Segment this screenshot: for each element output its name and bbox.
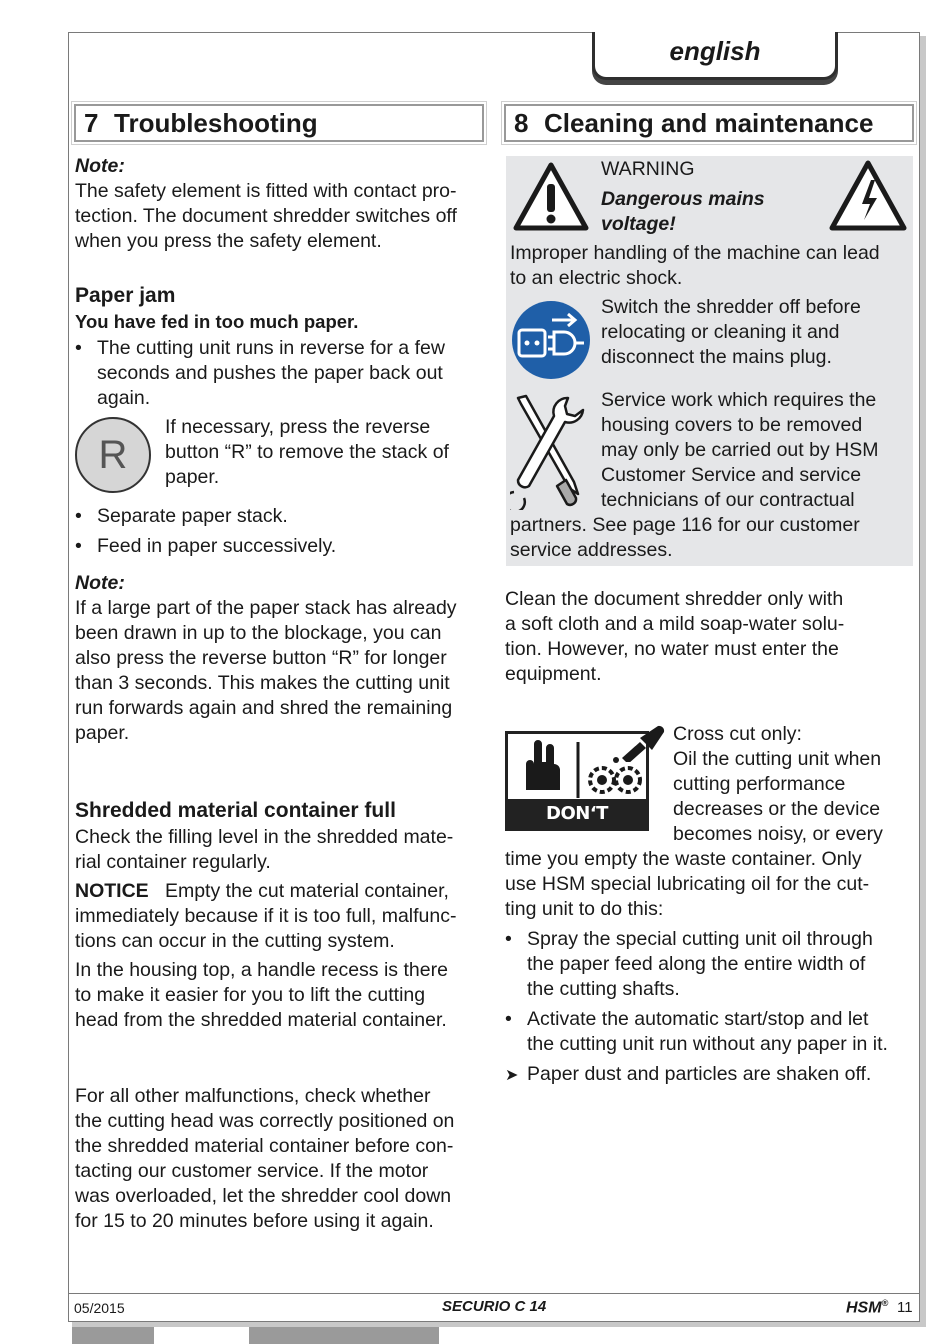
text-line: Improper handling of the machine can lead (510, 242, 880, 264)
text-line: decreases or the device (673, 798, 881, 820)
list-item (505, 1007, 920, 1057)
oil-steps (505, 927, 920, 1087)
text-line: Cross cut only: (673, 723, 802, 745)
text-line: cutting performance (673, 773, 846, 795)
frame-shadow (920, 36, 926, 1324)
text-line: was overloaded, let the shredder cool down (75, 1185, 452, 1207)
text-line: relocating or cleaning it and (601, 321, 840, 343)
text-line: If necessary, press the reverse (165, 416, 431, 438)
text-line: Oil the cutting unit when (673, 748, 882, 770)
text-line: the cutting shafts. (527, 978, 680, 1000)
note-label: Note: (75, 155, 125, 177)
oil-instruction-continued (505, 847, 917, 922)
text-line: the cutting unit run without any paper in it. (527, 1033, 888, 1055)
text-line: the shredded material container before con- (75, 1135, 454, 1157)
text-line: In the housing top, a handle recess is there (75, 959, 448, 981)
text-line: partners. See page 116 for our customer (510, 514, 860, 536)
text-line: becomes noisy, or every (673, 823, 883, 845)
paper-jam-section (75, 282, 487, 411)
text-line: The safety element is fitted with contact pro- (75, 180, 457, 202)
container-full-section (75, 797, 487, 1033)
footer-date: 05/2015 (74, 1300, 125, 1316)
note-safety (75, 154, 487, 254)
service-instruction-continued (510, 513, 910, 563)
text-line: rial container regularly. (75, 851, 271, 873)
section-title: Troubleshooting (114, 108, 318, 138)
section-heading-cleaning (504, 104, 914, 142)
result-text: Paper dust and particles are shaken off. (527, 1063, 872, 1085)
page-number: 11 (897, 1299, 913, 1316)
scan-artifact (249, 1327, 439, 1344)
section-title: Cleaning and maintenance (544, 108, 874, 138)
text-line: time you empty the waste container. Only (505, 848, 862, 870)
text-line: again. (97, 387, 151, 409)
result-line (505, 1062, 920, 1087)
section-number: 7 (84, 108, 99, 138)
scan-artifact (72, 1327, 154, 1344)
text-line: service addresses. (510, 539, 673, 561)
subheading-paper-jam: Paper jam (75, 284, 176, 307)
text-line: for 15 to 20 minutes before using it again. (75, 1210, 434, 1232)
text-line: tion. However, no water must enter the (505, 638, 839, 660)
text-line: may only be carried out by HSM (601, 439, 879, 461)
unplug-instruction (601, 295, 911, 370)
text-line: disconnect the mains plug. (601, 346, 832, 368)
warning-title: WARNING (601, 158, 695, 180)
text-line: been drawn in up to the blockage, you can (75, 622, 442, 644)
footer-model: SECURIO C 14 (442, 1298, 547, 1315)
oil-can-icon (618, 724, 666, 762)
language-label: english (669, 36, 761, 66)
text-line: • The cutting unit runs in reverse for a few (97, 337, 445, 359)
text-line: housing covers to be removed (601, 414, 863, 436)
text-line: ting unit to do this: (505, 898, 664, 920)
warning-heading (601, 157, 821, 237)
text-line: paper. (75, 722, 130, 744)
text-line: the cutting head was correctly positioned on (75, 1110, 455, 1132)
reverse-instruction (165, 415, 485, 490)
language-tab (592, 32, 838, 80)
text-line: Switch the shredder off before (601, 296, 861, 318)
text-line: tacting our customer service. If the motor (75, 1160, 429, 1182)
text-line: equipment. (505, 663, 602, 685)
warning-subtitle: Dangerous mains (601, 188, 765, 210)
notice-label: NOTICE (75, 880, 149, 902)
text-line: Empty the cut material container, (164, 880, 449, 902)
text-line: when you press the safety element. (75, 230, 382, 252)
text-line: button “R” to remove the stack of (165, 441, 449, 463)
electric-hazard-icon (829, 160, 907, 232)
note-reverse (75, 571, 487, 746)
list-item: • Separate paper stack. (75, 504, 487, 529)
text-line: run forwards again and shred the remaining (75, 697, 453, 719)
arrow-right-icon: ➤ (505, 1065, 519, 1084)
cleaning-text (505, 587, 915, 687)
note-label: Note: (75, 572, 125, 594)
text-line: seconds and pushes the paper back out (97, 362, 443, 384)
paper-jam-steps (75, 504, 487, 559)
text-line: Service work which requires the (601, 389, 877, 411)
text-line: Customer Service and service (601, 464, 862, 486)
text-line: immediately because if it is too full, malfunc- (75, 905, 457, 927)
brand-logo (846, 1298, 888, 1317)
text-line: also press the reverse button “R” for longer (75, 647, 447, 669)
text-line: head from the shredded material container. (75, 1009, 447, 1031)
paper-jam-cause: You have fed in too much paper. (75, 311, 359, 332)
section-number: 8 (514, 108, 529, 138)
text-line: paper. (165, 466, 220, 488)
oil-instruction (673, 722, 915, 847)
text-line: than 3 seconds. This makes the cutting unit (75, 672, 450, 694)
text-line: tection. The document shredder switches off (75, 205, 457, 227)
text-line: to make it easier for you to lift the cutting (75, 984, 426, 1006)
list-item (75, 336, 487, 411)
unplug-mandatory-icon (510, 300, 592, 380)
list-item (505, 927, 920, 1002)
text-line: For all other malfunctions, check whether (75, 1085, 431, 1107)
other-malfunctions (75, 1084, 487, 1234)
text-line: the paper feed along the entire width of (527, 953, 866, 975)
brand-name: HSM (846, 1299, 882, 1317)
warning-triangle-icon (513, 162, 589, 232)
subheading-container-full: Shredded material container full (75, 799, 396, 822)
text-line: technicians of our contractual (601, 489, 855, 511)
registered-mark: ® (881, 1298, 889, 1308)
text-line: a soft cloth and a mild soap-water solu- (505, 613, 845, 635)
list-item: • Feed in paper successively. (75, 534, 487, 559)
section-heading-troubleshooting (74, 104, 484, 142)
text-line: use HSM special lubricating oil for the cut- (505, 873, 870, 895)
text-line: • Spray the special cutting unit oil through (527, 928, 873, 950)
text-line: Check the filling level in the shredded mate- (75, 826, 454, 848)
tools-icon (510, 392, 590, 510)
text-line: tions can occur in the cutting system. (75, 930, 395, 952)
text-line: If a large part of the paper stack has already (75, 597, 457, 619)
text-line: to an electric shock. (510, 267, 683, 289)
text-line: • Activate the automatic start/stop and let (527, 1008, 869, 1030)
dont-forget-label: DON‘T FORGET (508, 799, 646, 828)
warning-text (510, 241, 910, 291)
warning-subtitle: voltage! (601, 213, 676, 235)
text-line: Clean the document shredder only with (505, 588, 844, 610)
service-instruction (601, 388, 911, 513)
reverse-button-icon: R (75, 417, 151, 493)
